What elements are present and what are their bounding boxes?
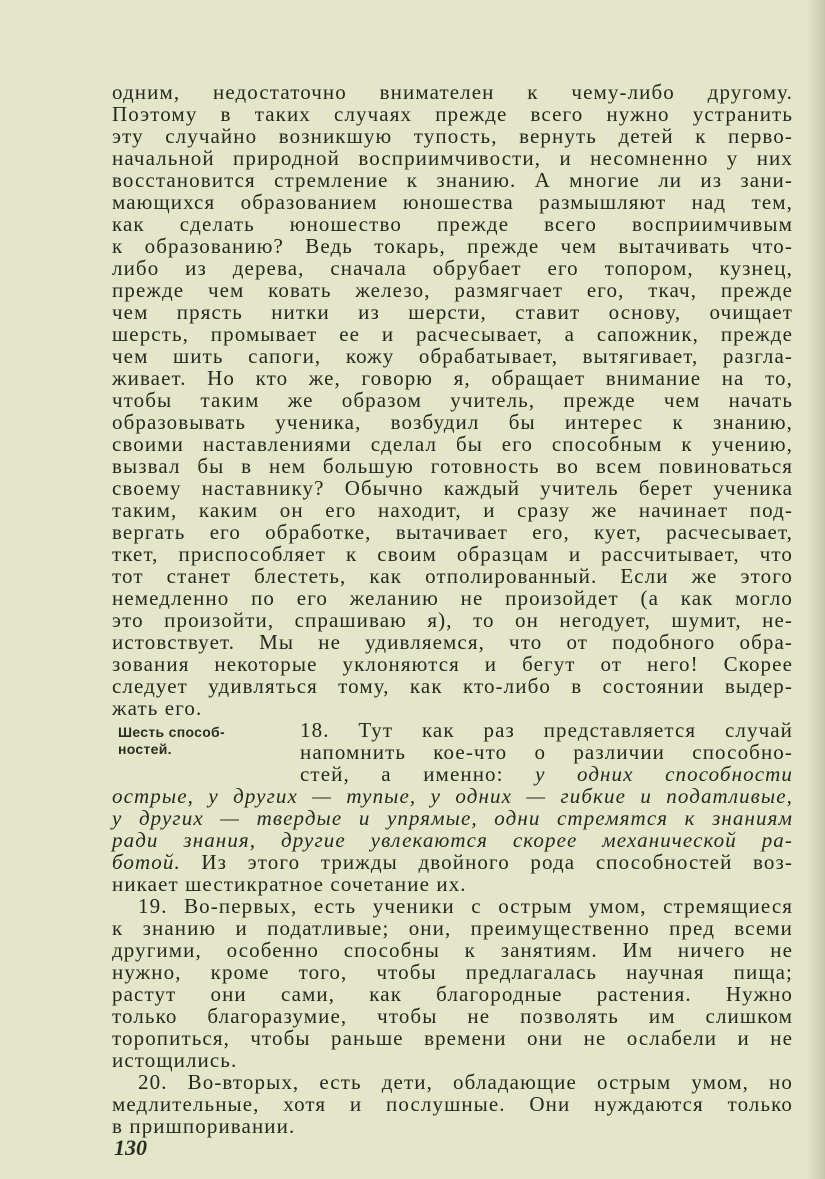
text-run: следует удивляться тому, как кто-либо в состоянии выдер- xyxy=(112,674,793,698)
text-run: живает. Но кто же, говорю я, обращает внимание на то, xyxy=(112,366,793,390)
text-run: чем прясть нитки из шерсти, ставит основу, очищает xyxy=(112,300,793,324)
text-run: немедленно по его желанию не произойдет (а как могло xyxy=(112,586,793,610)
text-run: это произойти, спрашиваю я), то он негодует, шумит, не- xyxy=(112,608,793,632)
text-line xyxy=(112,301,793,323)
text-line xyxy=(112,191,793,213)
text-run: 18. Тут как раз представляется случай xyxy=(300,718,793,742)
text-run: чем шить сапоги, кожу обрабатывает, вытягивает, разгла- xyxy=(112,344,793,368)
text-line xyxy=(112,455,793,477)
text-line xyxy=(112,367,793,389)
text-line xyxy=(112,587,793,609)
text-line xyxy=(112,851,793,873)
text-run: своими наставлениями сделал бы его способным к учению, xyxy=(112,432,793,456)
text-run: мающихся образованием юношества размышляют над тем, xyxy=(112,190,793,214)
text-run: нужно, кроме того, чтобы предлагалась научная пища; xyxy=(112,960,793,984)
text-run: начальной природной восприимчивости, и несомненно у них xyxy=(112,146,793,170)
text-line xyxy=(112,499,793,521)
text-line xyxy=(112,829,793,851)
text-line xyxy=(112,609,793,631)
text-line xyxy=(112,477,793,499)
text-run: напомнить кое-что о различии способно- xyxy=(300,740,793,764)
text-run: истовствует. Мы не удивляемся, что от подобного обра- xyxy=(112,630,793,654)
text-line xyxy=(112,433,793,455)
text-line xyxy=(112,1005,793,1027)
text-line xyxy=(112,235,793,257)
text-line xyxy=(112,345,793,367)
italic-text: у одних способности xyxy=(535,762,793,786)
text-line xyxy=(112,873,793,895)
margin-note xyxy=(118,724,225,758)
text-line xyxy=(112,653,793,675)
italic-text: у других — твердые и упрямые, одни стремятся к знаниям xyxy=(112,806,793,830)
italic-text: острые, у других — тупые, у одних — гибкие и податливые, xyxy=(112,784,793,808)
text-run: жать его. xyxy=(112,696,203,720)
text-line xyxy=(112,521,793,543)
text-run: истощились. xyxy=(112,1048,238,1072)
text-run: торопиться, чтобы раньше времени они не ослабели и не xyxy=(112,1026,793,1050)
text-line xyxy=(112,323,793,345)
text-line xyxy=(112,213,793,235)
text-line xyxy=(112,543,793,565)
text-run: медлительные, хотя и послушные. Они нуждаются только xyxy=(112,1092,793,1116)
margin-note-line: ностей. xyxy=(118,741,172,757)
text-line xyxy=(112,565,793,587)
text-run: вызвал бы в нем большую готовность во всем повиноваться xyxy=(112,454,793,478)
text-run: 19. Во-первых, есть ученики с острым умом, стремящиеся xyxy=(138,894,793,918)
text-run: в пришпоривании. xyxy=(112,1114,296,1138)
text-run: образовывать ученика, возбудил бы интерес к знанию, xyxy=(112,410,793,434)
text-run: Поэтому в таких случаях прежде всего нужно устранить xyxy=(112,102,793,126)
text-line xyxy=(112,807,793,829)
text-line xyxy=(112,939,793,961)
text-run: шерсть, промывает ее и расчесывает, а сапожник, прежде xyxy=(112,322,793,346)
text-line xyxy=(112,125,793,147)
margin-note-line: Шесть способ- xyxy=(118,724,225,740)
text-run: другими, особенно способны к занятиям. Им ничего не xyxy=(112,938,793,962)
italic-text: ради знания, другие увлекаются скорее механической ра- xyxy=(112,828,793,852)
text-line xyxy=(112,1093,793,1115)
page-number: 130 xyxy=(114,1135,147,1160)
italic-text: ботой. xyxy=(112,850,181,874)
text-run: восстановится стремление к знанию. А многие ли из зани- xyxy=(112,168,793,192)
text-run: к образованию? Ведь токарь, прежде чем вытачивать что- xyxy=(112,234,793,258)
text-line xyxy=(112,169,793,191)
text-line xyxy=(112,147,793,169)
text-run: 20. Во-вторых, есть дети, обладающие острым умом, но xyxy=(138,1070,793,1094)
text-run: одним, недостаточно внимателен к чему-либо другому. xyxy=(112,80,793,104)
text-line xyxy=(112,917,793,939)
text-line xyxy=(112,411,793,433)
body-text xyxy=(112,81,793,1137)
text-line xyxy=(112,279,793,301)
text-line xyxy=(112,1071,793,1093)
text-line xyxy=(112,389,793,411)
text-line xyxy=(112,675,793,697)
text-line xyxy=(112,257,793,279)
text-run: растут они сами, как благородные растения. Нужно xyxy=(112,982,793,1006)
text-line xyxy=(112,697,793,719)
text-line xyxy=(112,1115,793,1137)
text-run: чтобы таким же образом учитель, прежде чем начать xyxy=(112,388,793,412)
text-run: таким, каким он его находит, и сразу же начинает под- xyxy=(112,498,793,522)
text-run: вергать его обработке, вытачивает его, кует, расчесывает, xyxy=(112,520,793,544)
text-run: Из этого трижды двойного рода способностей воз- xyxy=(180,850,793,874)
text-run: никает шестикратное сочетание их. xyxy=(112,872,467,896)
text-run: стей, а именно: xyxy=(300,762,536,786)
text-line xyxy=(112,631,793,653)
text-line xyxy=(112,785,793,807)
text-run: тот станет блестеть, как отполированный. Если же этого xyxy=(112,564,793,588)
text-run: своему наставнику? Обычно каждый учитель берет ученика xyxy=(112,476,793,500)
text-line xyxy=(112,961,793,983)
text-line xyxy=(112,763,793,785)
text-run: зования некоторые уклоняются и бегут от него! Скорее xyxy=(112,652,793,676)
text-run: только благоразумие, чтобы не позволять им слишком xyxy=(112,1004,793,1028)
text-line xyxy=(112,1027,793,1049)
text-run: к знанию и податливые; они, преимущественно пред всеми xyxy=(112,916,793,940)
text-run: прежде чем ковать железо, размягчает его, ткач, прежде xyxy=(112,278,793,302)
text-line xyxy=(112,81,793,103)
text-line xyxy=(112,983,793,1005)
text-line xyxy=(112,1049,793,1071)
text-line xyxy=(112,103,793,125)
text-line xyxy=(112,895,793,917)
text-run: эту случайно возникшую тупость, вернуть детей к перво- xyxy=(112,124,793,148)
page-edge-shadow xyxy=(807,0,825,1179)
text-run: ткет, приспособляет к своим образцам и рассчитывает, что xyxy=(112,542,793,566)
text-run: как сделать юношество прежде всего восприимчивым xyxy=(112,212,793,236)
text-run: либо из дерева, сначала обрубает его топором, кузнец, xyxy=(112,256,793,280)
